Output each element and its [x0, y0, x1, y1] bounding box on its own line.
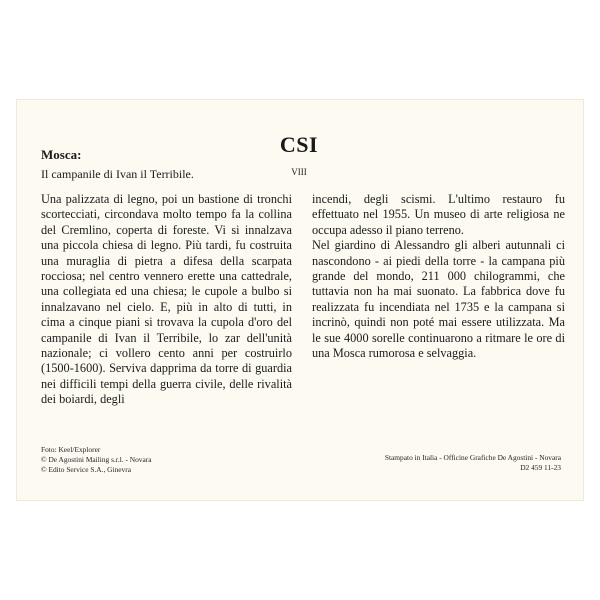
- copyright-line: © De Agostini Mailing s.r.l. - Novara: [41, 454, 152, 464]
- body-paragraph: Una palizzata di legno, poi un bastione di tronchi scortecciati, circondava molto tempo fa la collina del Cremlino, coperta di foreste. Vi si innalzava una piccola chiesa di legno. Più tardi, fu costruita una muraglia di pietra a difesa della scarpata rocciosa; nel centro vennero erette una cattedrale, una collegiata ed una chiesa; le cupole a bulbo si innalzavano nel cielo. E, più in alto di tutti, in cima a cinque piani si trovava la cupola d'oro del campanile di Ivan il Terribile, lo zar dell'unità nazionale; ci vollero cento anni per costruirlo (1500-1600). Serviva dapprima da torre di guardia nei difficili tempi della guerra civile, delle rivalità dei boiardi, degli: [41, 192, 292, 407]
- print-info-block: [385, 453, 561, 473]
- series-title: CSI: [279, 132, 319, 157]
- copyright-line: © Edito Service S.A., Ginevra: [41, 464, 131, 474]
- body-paragraph: incendi, degli scismi. L'ultimo restauro fu effettuato nel 1955. Un museo di arte religiosa ne occupa adesso il piano terreno.: [312, 192, 565, 237]
- body-paragraph: Nel giardino di Alessandro gli alberi autunnali ci nascondono - ai piedi della torre - la campana più grande del mondo, 211 000 chilogrammi, che tuttavia non ha mai suonato. La fabbrica dove fu realizzata fu incendiata nel 1735 e la campana si incrinò, quindi non poté mai essere utilizzata. Ma le sue 4000 sorelle continuarono a ritmare le ore di una Mosca rumorosa e selvaggia.: [312, 238, 565, 361]
- text-column-left: [41, 192, 292, 408]
- info-card: [17, 100, 583, 500]
- photo-credit: Foto: Keel/Explorer: [41, 445, 101, 454]
- series-number: VIII: [291, 167, 307, 177]
- credits-block: [41, 445, 152, 474]
- printer-line: Stampato in Italia - Officine Grafiche De Agostini - Novara: [384, 453, 561, 462]
- text-column-right: [312, 192, 565, 361]
- product-code: D2 459 11-23: [520, 462, 561, 472]
- card-heading: Mosca:: [41, 147, 82, 162]
- card-subtitle: Il campanile di Ivan il Terribile.: [41, 167, 194, 181]
